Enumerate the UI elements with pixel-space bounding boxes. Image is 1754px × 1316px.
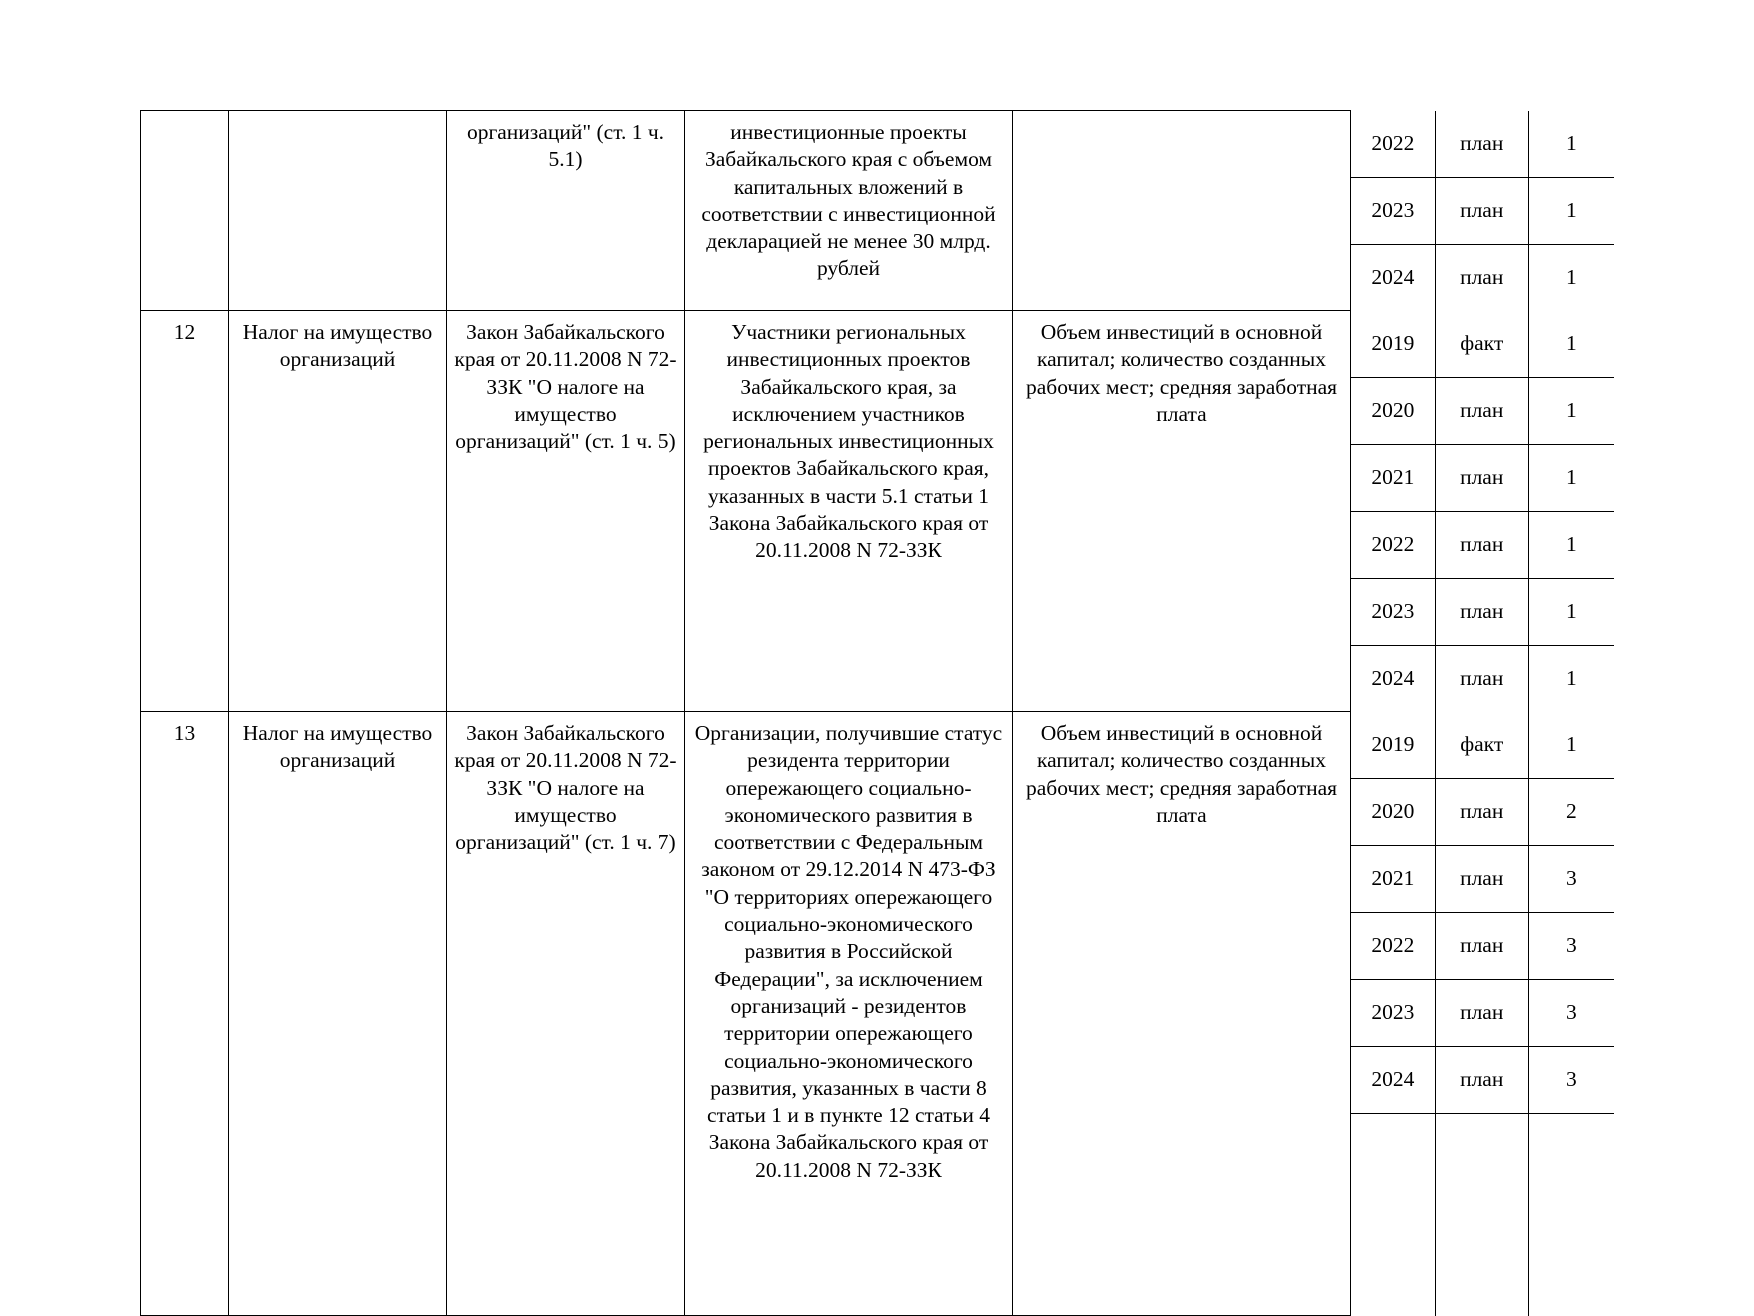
cell-year: 2022 <box>1351 912 1435 979</box>
cell-value: 3 <box>1528 845 1614 912</box>
cell-year: 2021 <box>1351 444 1435 511</box>
cell-value-type: план <box>1435 845 1528 912</box>
year-row <box>1351 912 1614 979</box>
cell-law-reference: Закон Забайкальского края от 20.11.2008 N 72-ЗЗК "О налоге на имущество организаций" (ст. 1 ч. 5) <box>447 311 685 712</box>
cell-value-type: план <box>1435 1046 1528 1113</box>
year-row <box>1351 311 1614 378</box>
cell-year: 2023 <box>1351 177 1435 244</box>
cell-value-type: план <box>1435 244 1528 311</box>
cell-indicator: Объем инвестиций в основной капитал; количество созданных рабочих мест; средняя заработная плата <box>1013 311 1351 712</box>
cell-year: 2019 <box>1351 311 1435 378</box>
cell-value-type: план <box>1435 645 1528 712</box>
cell-year-block <box>1351 712 1615 1316</box>
cell-indicator: Объем инвестиций в основной капитал; количество созданных рабочих мест; средняя заработная плата <box>1013 712 1351 1316</box>
year-subtable <box>1351 111 1614 311</box>
cell-value-type: план <box>1435 444 1528 511</box>
cell-value-type: план <box>1435 778 1528 845</box>
year-row <box>1351 979 1614 1046</box>
cell-value: 1 <box>1528 111 1614 178</box>
cell-year: 2020 <box>1351 377 1435 444</box>
year-row <box>1351 111 1614 178</box>
cell-tax-name: Налог на имущество организаций <box>229 311 447 712</box>
cell-value: 3 <box>1528 979 1614 1046</box>
cell-year: 2024 <box>1351 1046 1435 1113</box>
cell-value-type: план <box>1435 979 1528 1046</box>
cell-category: Организации, получившие статус резидента территории опережающего социально-экономического развития в соответствии с Федеральным законом от 29.12.2014 N 473-ФЗ "О территориях опережающего социально-экономического развития в Российской Федерации", за исключением организаций - резидентов территории опережающего социально-экономического развития, указанных в части 8 статьи 1 и в пункте 12 статьи 4 Закона Забайкальского края от 20.11.2008 N 72-ЗЗК <box>685 712 1013 1316</box>
cell-value: 3 <box>1528 912 1614 979</box>
cell-value: 1 <box>1528 712 1614 779</box>
cell-law-reference: организаций" (ст. 1 ч. 5.1) <box>447 111 685 311</box>
cell-value-type: факт <box>1435 712 1528 779</box>
year-row <box>1351 578 1614 645</box>
cell-value-empty <box>1528 1113 1614 1316</box>
cell-year: 2024 <box>1351 645 1435 712</box>
year-row <box>1351 778 1614 845</box>
year-row <box>1351 645 1614 712</box>
cell-number: 12 <box>141 311 229 712</box>
year-row <box>1351 177 1614 244</box>
cell-value-type: факт <box>1435 311 1528 378</box>
cell-law-reference: Закон Забайкальского края от 20.11.2008 N 72-ЗЗК "О налоге на имущество организаций" (ст. 1 ч. 7) <box>447 712 685 1316</box>
cell-year: 2019 <box>1351 712 1435 779</box>
year-row <box>1351 845 1614 912</box>
cell-value: 2 <box>1528 778 1614 845</box>
cell-year: 2022 <box>1351 111 1435 178</box>
cell-value-type: план <box>1435 578 1528 645</box>
cell-value: 1 <box>1528 177 1614 244</box>
year-row <box>1351 444 1614 511</box>
cell-tax-name <box>229 111 447 311</box>
cell-year: 2023 <box>1351 979 1435 1046</box>
cell-value-type: план <box>1435 177 1528 244</box>
cell-value-type: план <box>1435 511 1528 578</box>
cell-year: 2020 <box>1351 778 1435 845</box>
cell-value-type: план <box>1435 111 1528 178</box>
cell-year: 2023 <box>1351 578 1435 645</box>
table-row <box>141 712 1615 1316</box>
year-subtable <box>1351 712 1614 1316</box>
cell-indicator <box>1013 111 1351 311</box>
cell-year-empty <box>1351 1113 1435 1316</box>
cell-value-type: план <box>1435 912 1528 979</box>
cell-year: 2022 <box>1351 511 1435 578</box>
cell-tax-name: Налог на имущество организаций <box>229 712 447 1316</box>
year-row <box>1351 511 1614 578</box>
cell-year-block <box>1351 311 1615 712</box>
cell-category: Участники региональных инвестиционных проектов Забайкальского края, за исключением участников региональных инвестиционных проектов Забайкальского края, указанных в части 5.1 статьи 1 Закона Забайкальского края от 20.11.2008 N 72-ЗЗК <box>685 311 1013 712</box>
cell-year: 2024 <box>1351 244 1435 311</box>
year-row <box>1351 244 1614 311</box>
cell-number <box>141 111 229 311</box>
cell-value: 1 <box>1528 311 1614 378</box>
cell-value-type: план <box>1435 377 1528 444</box>
cell-value: 1 <box>1528 244 1614 311</box>
cell-value: 1 <box>1528 578 1614 645</box>
cell-number: 13 <box>141 712 229 1316</box>
year-row-filler <box>1351 1113 1614 1316</box>
year-subtable <box>1351 311 1614 712</box>
year-row <box>1351 712 1614 779</box>
cell-value: 1 <box>1528 377 1614 444</box>
cell-year: 2021 <box>1351 845 1435 912</box>
cell-value: 1 <box>1528 511 1614 578</box>
cell-value: 3 <box>1528 1046 1614 1113</box>
cell-value: 1 <box>1528 444 1614 511</box>
year-row <box>1351 1046 1614 1113</box>
cell-year-block <box>1351 111 1615 311</box>
year-row <box>1351 377 1614 444</box>
cell-value: 1 <box>1528 645 1614 712</box>
cell-value-type-empty <box>1435 1113 1528 1316</box>
table-row <box>141 111 1615 311</box>
table-row <box>141 311 1615 712</box>
cell-category: инвестиционные проекты Забайкальского края с объемом капитальных вложений в соответствии с инвестиционной декларацией не менее 30 млрд. рублей <box>685 111 1013 311</box>
tax-benefits-table <box>140 110 1614 1316</box>
